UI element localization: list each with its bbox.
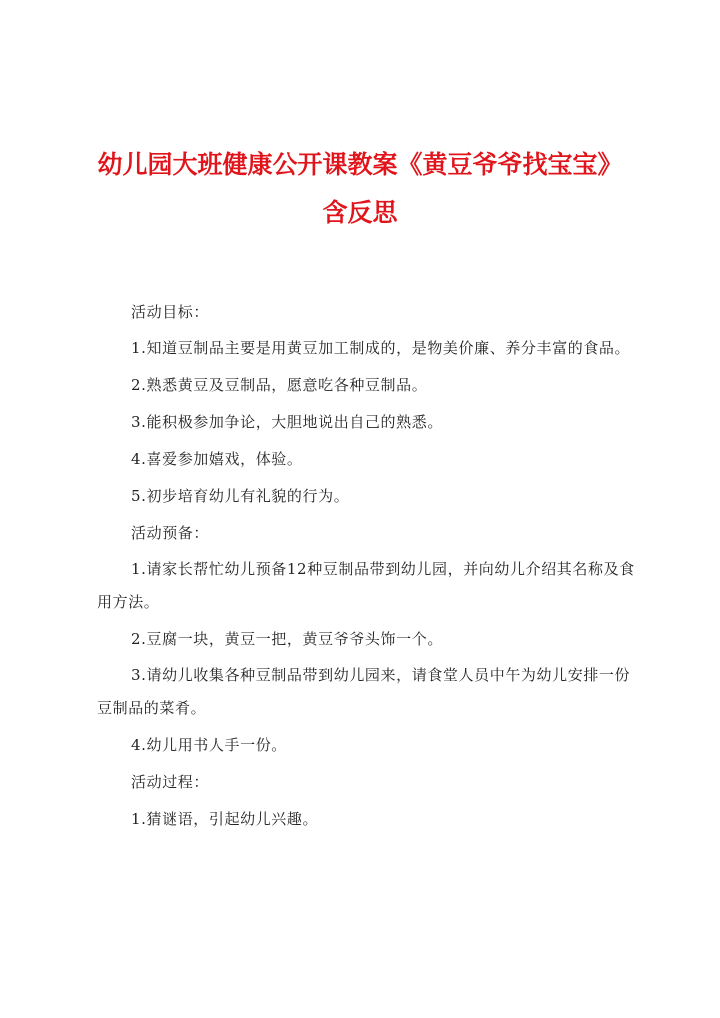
preparation-item: 2.豆腐一块，黄豆一把，黄豆爷爷头饰一个。 [131, 630, 443, 648]
document-body [97, 302, 637, 846]
preparation-item: 4.幼儿用书人手一份。 [131, 736, 287, 754]
section-heading-preparation: 活动预备： [131, 524, 210, 542]
process-item: 1.猜谜语，引起幼儿兴趣。 [131, 810, 319, 828]
preparation-item: 1.请家长帮忙幼儿预备12种豆制品带到幼儿园，并向幼儿介绍其名称及食用方法。 [97, 560, 635, 611]
goal-item: 4.喜爱参加嬉戏，体验。 [131, 450, 303, 468]
preparation-item: 3.请幼儿收集各种豆制品带到幼儿园来，请食堂人员中午为幼儿安排一份豆制品的菜肴。 [97, 666, 631, 717]
document-title-line-1: 幼儿园大班健康公开课教案《黄豆爷爷找宝宝》 [97, 150, 623, 179]
goal-item: 3.能积极参加争论，大胆地说出自己的熟悉。 [131, 413, 443, 431]
document-title-line-2: 含反思 [322, 198, 398, 227]
goal-item: 5.初步培育幼儿有礼貌的行为。 [131, 487, 350, 505]
goal-item: 1.知道豆制品主要是用黄豆加工制成的，是物美价廉、养分丰富的食品。 [131, 339, 631, 357]
section-heading-process: 活动过程： [131, 773, 210, 791]
goal-item: 2.熟悉黄豆及豆制品，愿意吃各种豆制品。 [131, 376, 428, 394]
section-heading-goals: 活动目标： [131, 303, 210, 321]
